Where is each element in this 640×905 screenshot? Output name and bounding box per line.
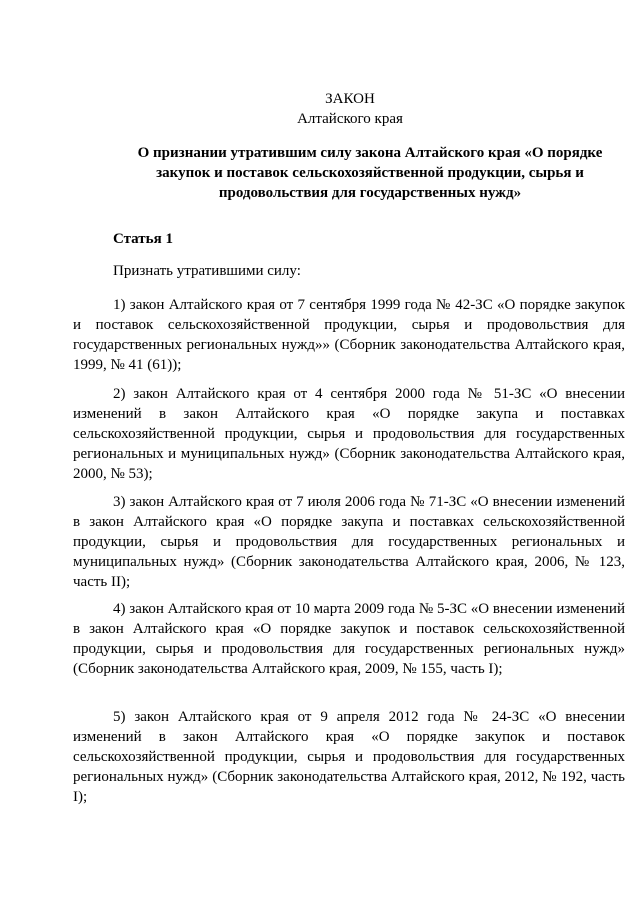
list-item: 4) закон Алтайского края от 10 марта 2009 года № 5-ЗС «О внесении изменений в закон Алтайского края «О порядке закупок и поставок сельскохозяйственной продукции, сырья и продовольствия для государственных региональных нужд» (Сборник законодательства Алтайского края, 2009, № 155, часть I); [73,601,625,677]
article-heading: Статья 1 [113,231,173,247]
list-item: 1) закон Алтайского края от 7 сентября 1999 года № 42-ЗС «О порядке закупок и поставок сельскохозяйственной продукции, сырья и продовольствия для государственных региональных нужд»» (Сборник законодательства Алтайского края, 1999, № 41 (61)); [73,297,625,373]
document-region-heading: Алтайского края [297,111,403,127]
article-intro: Признать утратившими силу: [113,263,301,279]
list-item: 3) закон Алтайского края от 7 июля 2006 года № 71-ЗС «О внесении изменений в закон Алтайского края «О порядке закупа и поставках сельскохозяйственной продукции, сырья и продовольствия для государственных региональных и муниципальных нужд» (Сборник законодательства Алтайского края, 2006, № 123, часть II); [73,494,625,590]
document-type-heading: ЗАКОН [325,91,375,107]
list-item: 5) закон Алтайского края от 9 апреля 2012 года № 24-ЗС «О внесении изменений в закон Алтайского края «О порядке закупок и поставок сельскохозяйственной продукции, сырья и продовольствия для государственных региональных нужд» (Сборник законодательства Алтайского края, 2012, № 192, часть I); [73,709,625,805]
list-item: 2) закон Алтайского края от 4 сентября 2000 года № 51-ЗС «О внесении изменений в закон Алтайского края «О порядке закупа и поставках сельскохозяйственной продукции, сырья и продовольствия для государственных региональных и муниципальных нужд» (Сборник законодательства Алтайского края, 2000, № 53); [73,386,625,482]
law-title: О признании утратившим силу закона Алтайского края «О порядке закупок и поставок сельскохозяйственной продукции, сырья и продовольствия для государственных нужд» [137,145,603,201]
